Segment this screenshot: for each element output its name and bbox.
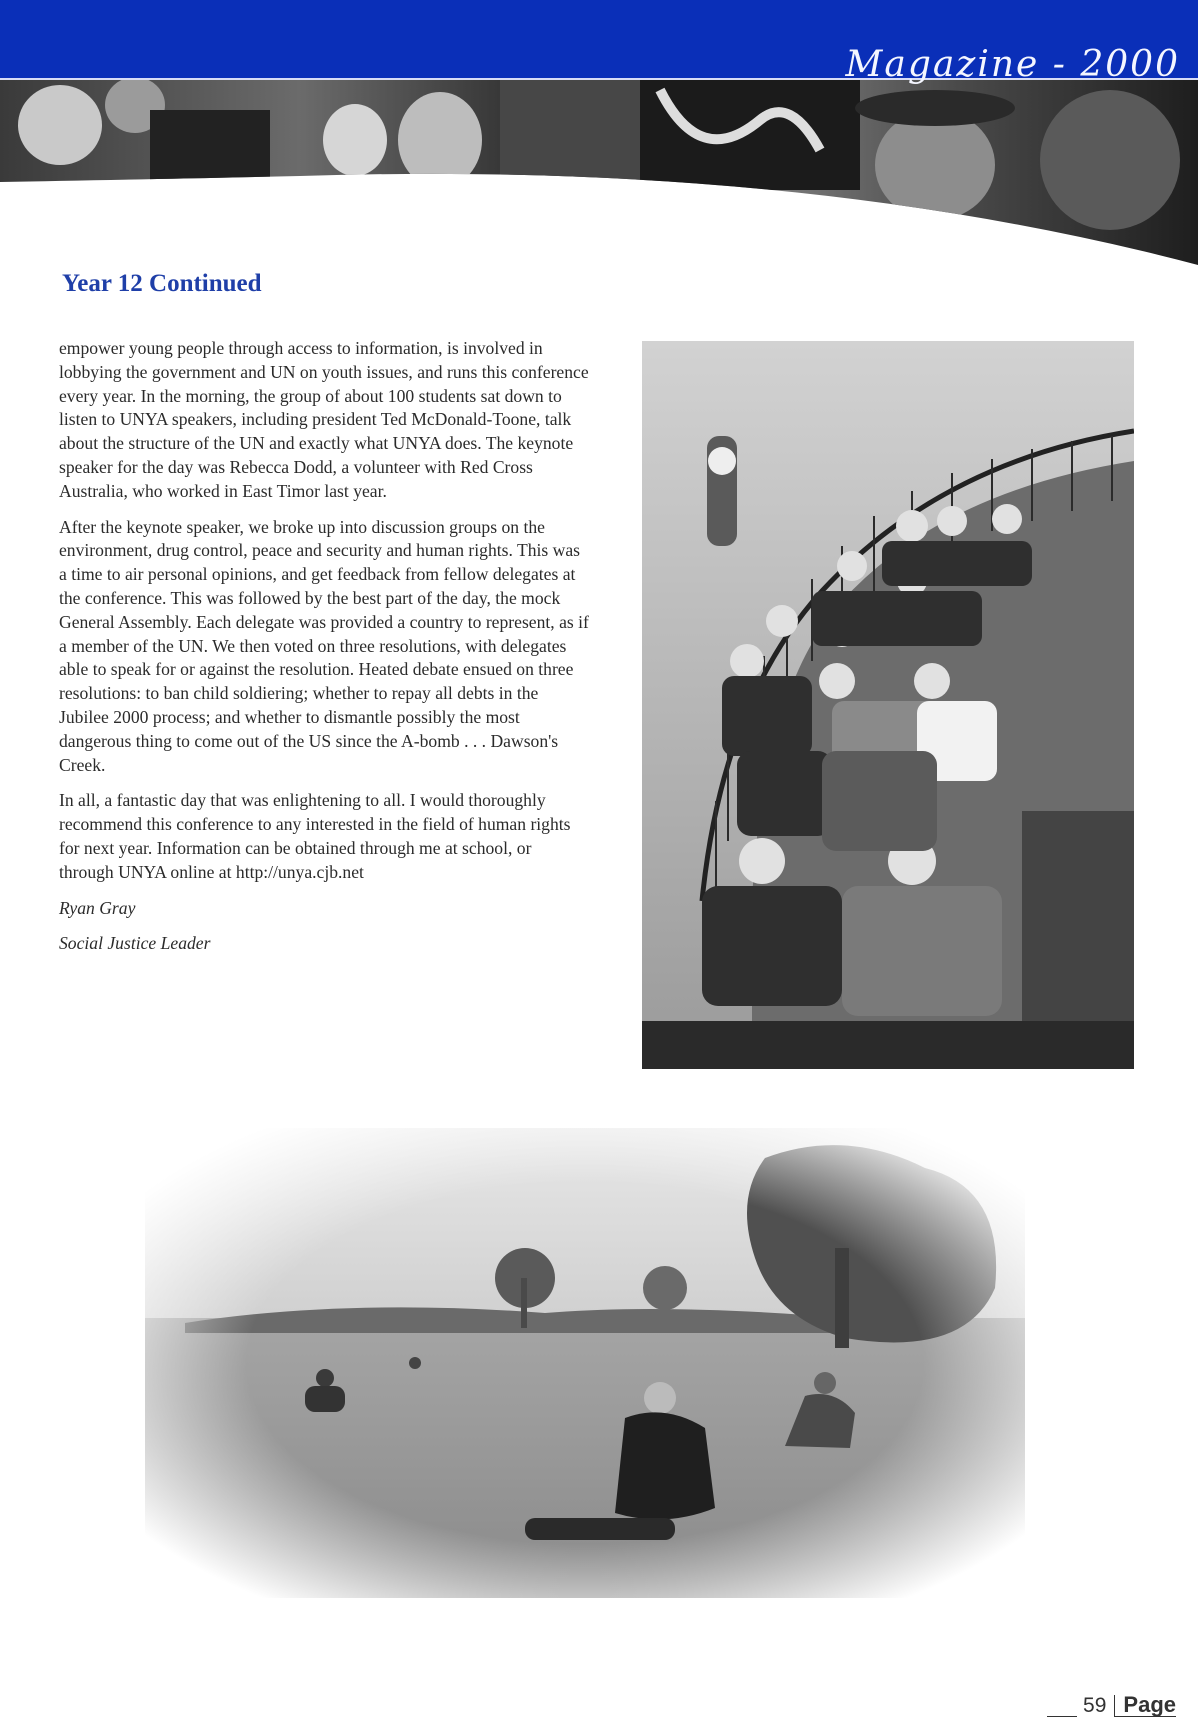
page-footer xyxy=(1047,1691,1176,1717)
banner-photo-collage xyxy=(0,0,1198,270)
footer-rule xyxy=(1047,1716,1077,1717)
author-role: Social Justice Leader xyxy=(59,933,211,954)
section-title: Year 12 Continued xyxy=(62,270,262,297)
header-banner xyxy=(0,0,1198,270)
magazine-masthead: Magazine - 2000 xyxy=(845,44,1180,85)
staircase-group-photo xyxy=(642,341,1134,1069)
article-paragraph: After the keynote speaker, we broke up into discussion groups on the environment, drug control, peace and security and human rights. This was a time to air personal opinions, and get feedback from fellow delegates at the conference. This was followed by the best part of the day, the mock General Assembly. Each delegate was provided a country to represent, as if a member of the UN. We then voted on three resolutions, with delegates able to speak for or against the resolution. Heated debate ensued on three resolutions: to ban child soldiering; whether to repay all debts in the Jubilee 2000 process; and whether to dismantle possibly the most dangerous thing to come out of the US since the A-bomb . . . Dawson's Creek. xyxy=(59,516,589,775)
article-body xyxy=(59,337,589,956)
article-paragraph: empower young people through access to information, is involved in lobbying the government and UN on youth issues, and runs this conference every year. In the morning, the group of about 100 students sat down to listen to UNYA speakers, including president Ted McDonald-Toone, talk about the structure of the UN and exactly what UNYA does. The keynote speaker for the day was Rebecca Dodd, a volunteer with Red Cross Australia, who worked in East Timor last year. xyxy=(59,338,589,501)
page-number: 59 xyxy=(1083,1695,1115,1717)
author-name: Ryan Gray xyxy=(59,897,136,918)
beach-group-photo xyxy=(145,1128,1025,1598)
article-paragraph: In all, a fantastic day that was enlightening to all. I would thoroughly recommend this conference to any interested in the field of human rights for next year. Information can be obtained through me at school, or through UNYA online at http://unya.cjb.net xyxy=(59,790,571,882)
page-label: Page xyxy=(1115,1694,1176,1717)
